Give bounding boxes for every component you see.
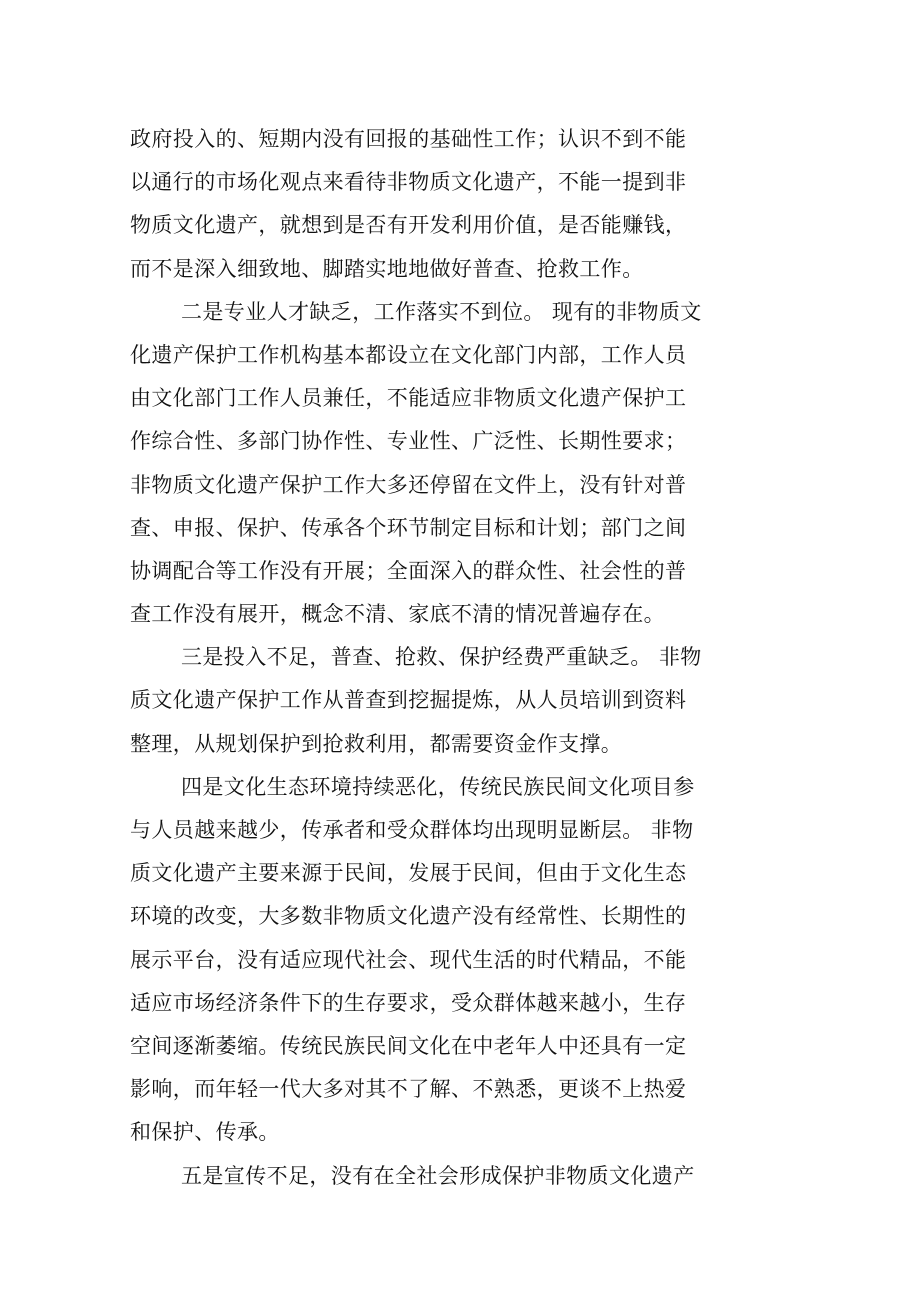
text-line: 政府投入的、短期内没有回报的基础性工作；认识不到不能	[130, 127, 687, 151]
paragraph-start-line: 二是专业人才缺乏，工作落实不到位。 现有的非物质文	[181, 299, 702, 324]
text-line: 物质文化遗产，就想到是否有开发利用价值，是否能赚钱，	[130, 213, 687, 238]
text-line: 整理，从规划保护到抢救利用，都需要资金作支撑。	[130, 731, 623, 756]
text-line: 化遗产保护工作机构基本都设立在文化部门内部，工作人员	[130, 342, 687, 367]
text-line: 由文化部门工作人员兼任，不能适应非物质文化遗产保护工	[130, 386, 687, 411]
text-line: 适应市场经济条件下的生存要求，受众群体越来越小，生存	[130, 990, 687, 1015]
text-line: 与人员越来越少，传承者和受众群体均出现明显断层。 非物	[130, 818, 694, 842]
text-line: 和保护、传承。	[130, 1120, 280, 1145]
text-line: 质文化遗产主要来源于民间，发展于民间，但由于文化生态	[130, 861, 687, 886]
text-line: 查、申报、保护、传承各个环节制定目标和计划；部门之间	[130, 515, 687, 540]
text-line: 协调配合等工作没有开展；全面深入的群众性、社会性的普	[130, 558, 687, 583]
text-line: 质文化遗产保护工作从普查到挖掘提炼，从人员培训到资料	[130, 688, 687, 713]
body-text	[130, 118, 710, 1198]
text-line: 空间逐渐萎缩。传统民族民间文化在中老年人中还具有一定	[130, 1033, 687, 1058]
text-line: 展示平台，没有适应现代社会、现代生活的时代精品，不能	[130, 947, 687, 972]
text-line: 非物质文化遗产保护工作大多还停留在文件上，没有针对普	[130, 472, 687, 497]
paragraph-start-line: 五是宣传不足，没有在全社会形成保护非物质文化遗产	[181, 1163, 695, 1188]
text-line: 以通行的市场化观点来看待非物质文化遗产，不能一提到非	[130, 170, 687, 195]
text-line: 查工作没有展开，概念不清、家底不清的情况普遍存在。	[130, 602, 665, 627]
paragraph-start-line: 四是文化生态环境持续恶化，传统民族民间文化项目参	[181, 774, 695, 799]
text-line: 影响，而年轻一代大多对其不了解、不熟悉，更谈不上热爱	[130, 1077, 687, 1102]
text-line: 而不是深入细致地、脚踏实地地做好普查、抢救工作。	[130, 256, 644, 281]
paragraph-start-line: 三是投入不足，普查、抢救、保护经费严重缺乏。 非物	[181, 645, 702, 670]
text-line: 作综合性、多部门协作性、专业性、广泛性、长期性要求；	[130, 429, 687, 454]
text-line: 环境的改变，大多数非物质文化遗产没有经常性、长期性的	[130, 904, 687, 929]
